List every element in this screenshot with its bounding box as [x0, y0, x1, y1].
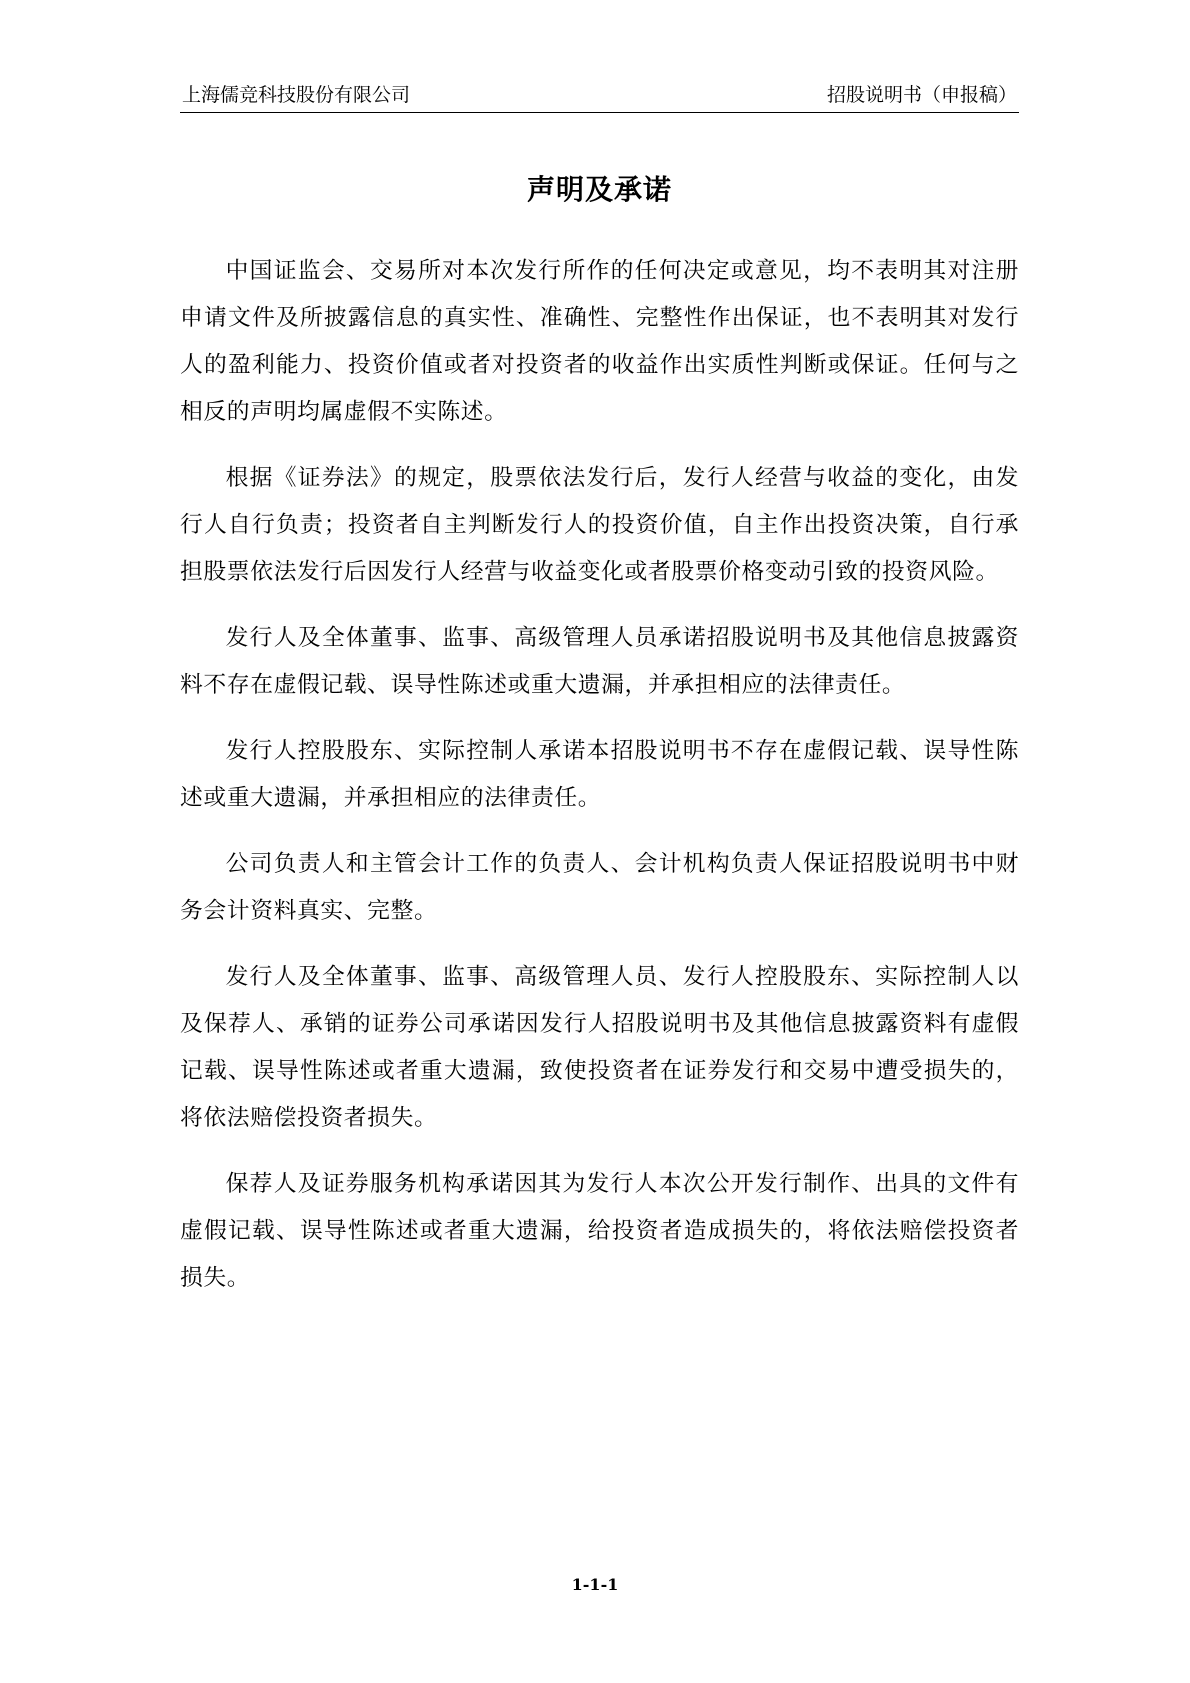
- paragraph-directors-commitment: 发行人及全体董事、监事、高级管理人员承诺招股说明书及其他信息披露资料不存在虚假记载、误导性陈述或重大遗漏，并承担相应的法律责任。: [180, 625, 1019, 698]
- header-company-name: 上海儒竞科技股份有限公司: [182, 84, 411, 106]
- paragraph-regulator-disclaimer: 中国证监会、交易所对本次发行所作的任何决定或意见，均不表明其对注册申请文件及所披露信息的真实性、准确性、完整性作出保证，也不表明其对发行人的盈利能力、投资价值或者对投资者的收益作出实质性判断或保证。任何与之相反的声明均属虚假不实陈述。: [180, 258, 1019, 425]
- paragraph-controlling-shareholder-commitment: 发行人控股股东、实际控制人承诺本招股说明书不存在虚假记载、误导性陈述或重大遗漏，并承担相应的法律责任。: [180, 738, 1019, 811]
- paragraph-compensation-commitment: 发行人及全体董事、监事、高级管理人员、发行人控股股东、实际控制人以及保荐人、承销的证券公司承诺因发行人招股说明书及其他信息披露资料有虚假记载、误导性陈述或者重大遗漏，致使投资者在证券发行和交易中遭受损失的，将依法赔偿投资者损失。: [180, 964, 1019, 1131]
- page-number: 1-1-1: [571, 1575, 619, 1594]
- document-body: [180, 248, 1019, 1321]
- paragraph-sponsor-commitment: 保荐人及证券服务机构承诺因其为发行人本次公开发行制作、出具的文件有虚假记载、误导性陈述或者重大遗漏，给投资者造成损失的，将依法赔偿投资者损失。: [180, 1171, 1019, 1291]
- page-header: [180, 84, 1019, 113]
- header-document-type: 招股说明书（申报稿）: [826, 84, 1017, 106]
- paragraph-securities-law: 根据《证券法》的规定，股票依法发行后，发行人经营与收益的变化，由发行人自行负责；投资者自主判断发行人的投资价值，自主作出投资决策，自行承担股票依法发行后因发行人经营与收益变化或者股票价格变动引致的投资风险。: [180, 465, 1019, 585]
- page-title: 声明及承诺: [526, 173, 672, 206]
- paragraph-financial-guarantee: 公司负责人和主管会计工作的负责人、会计机构负责人保证招股说明书中财务会计资料真实、完整。: [180, 851, 1019, 924]
